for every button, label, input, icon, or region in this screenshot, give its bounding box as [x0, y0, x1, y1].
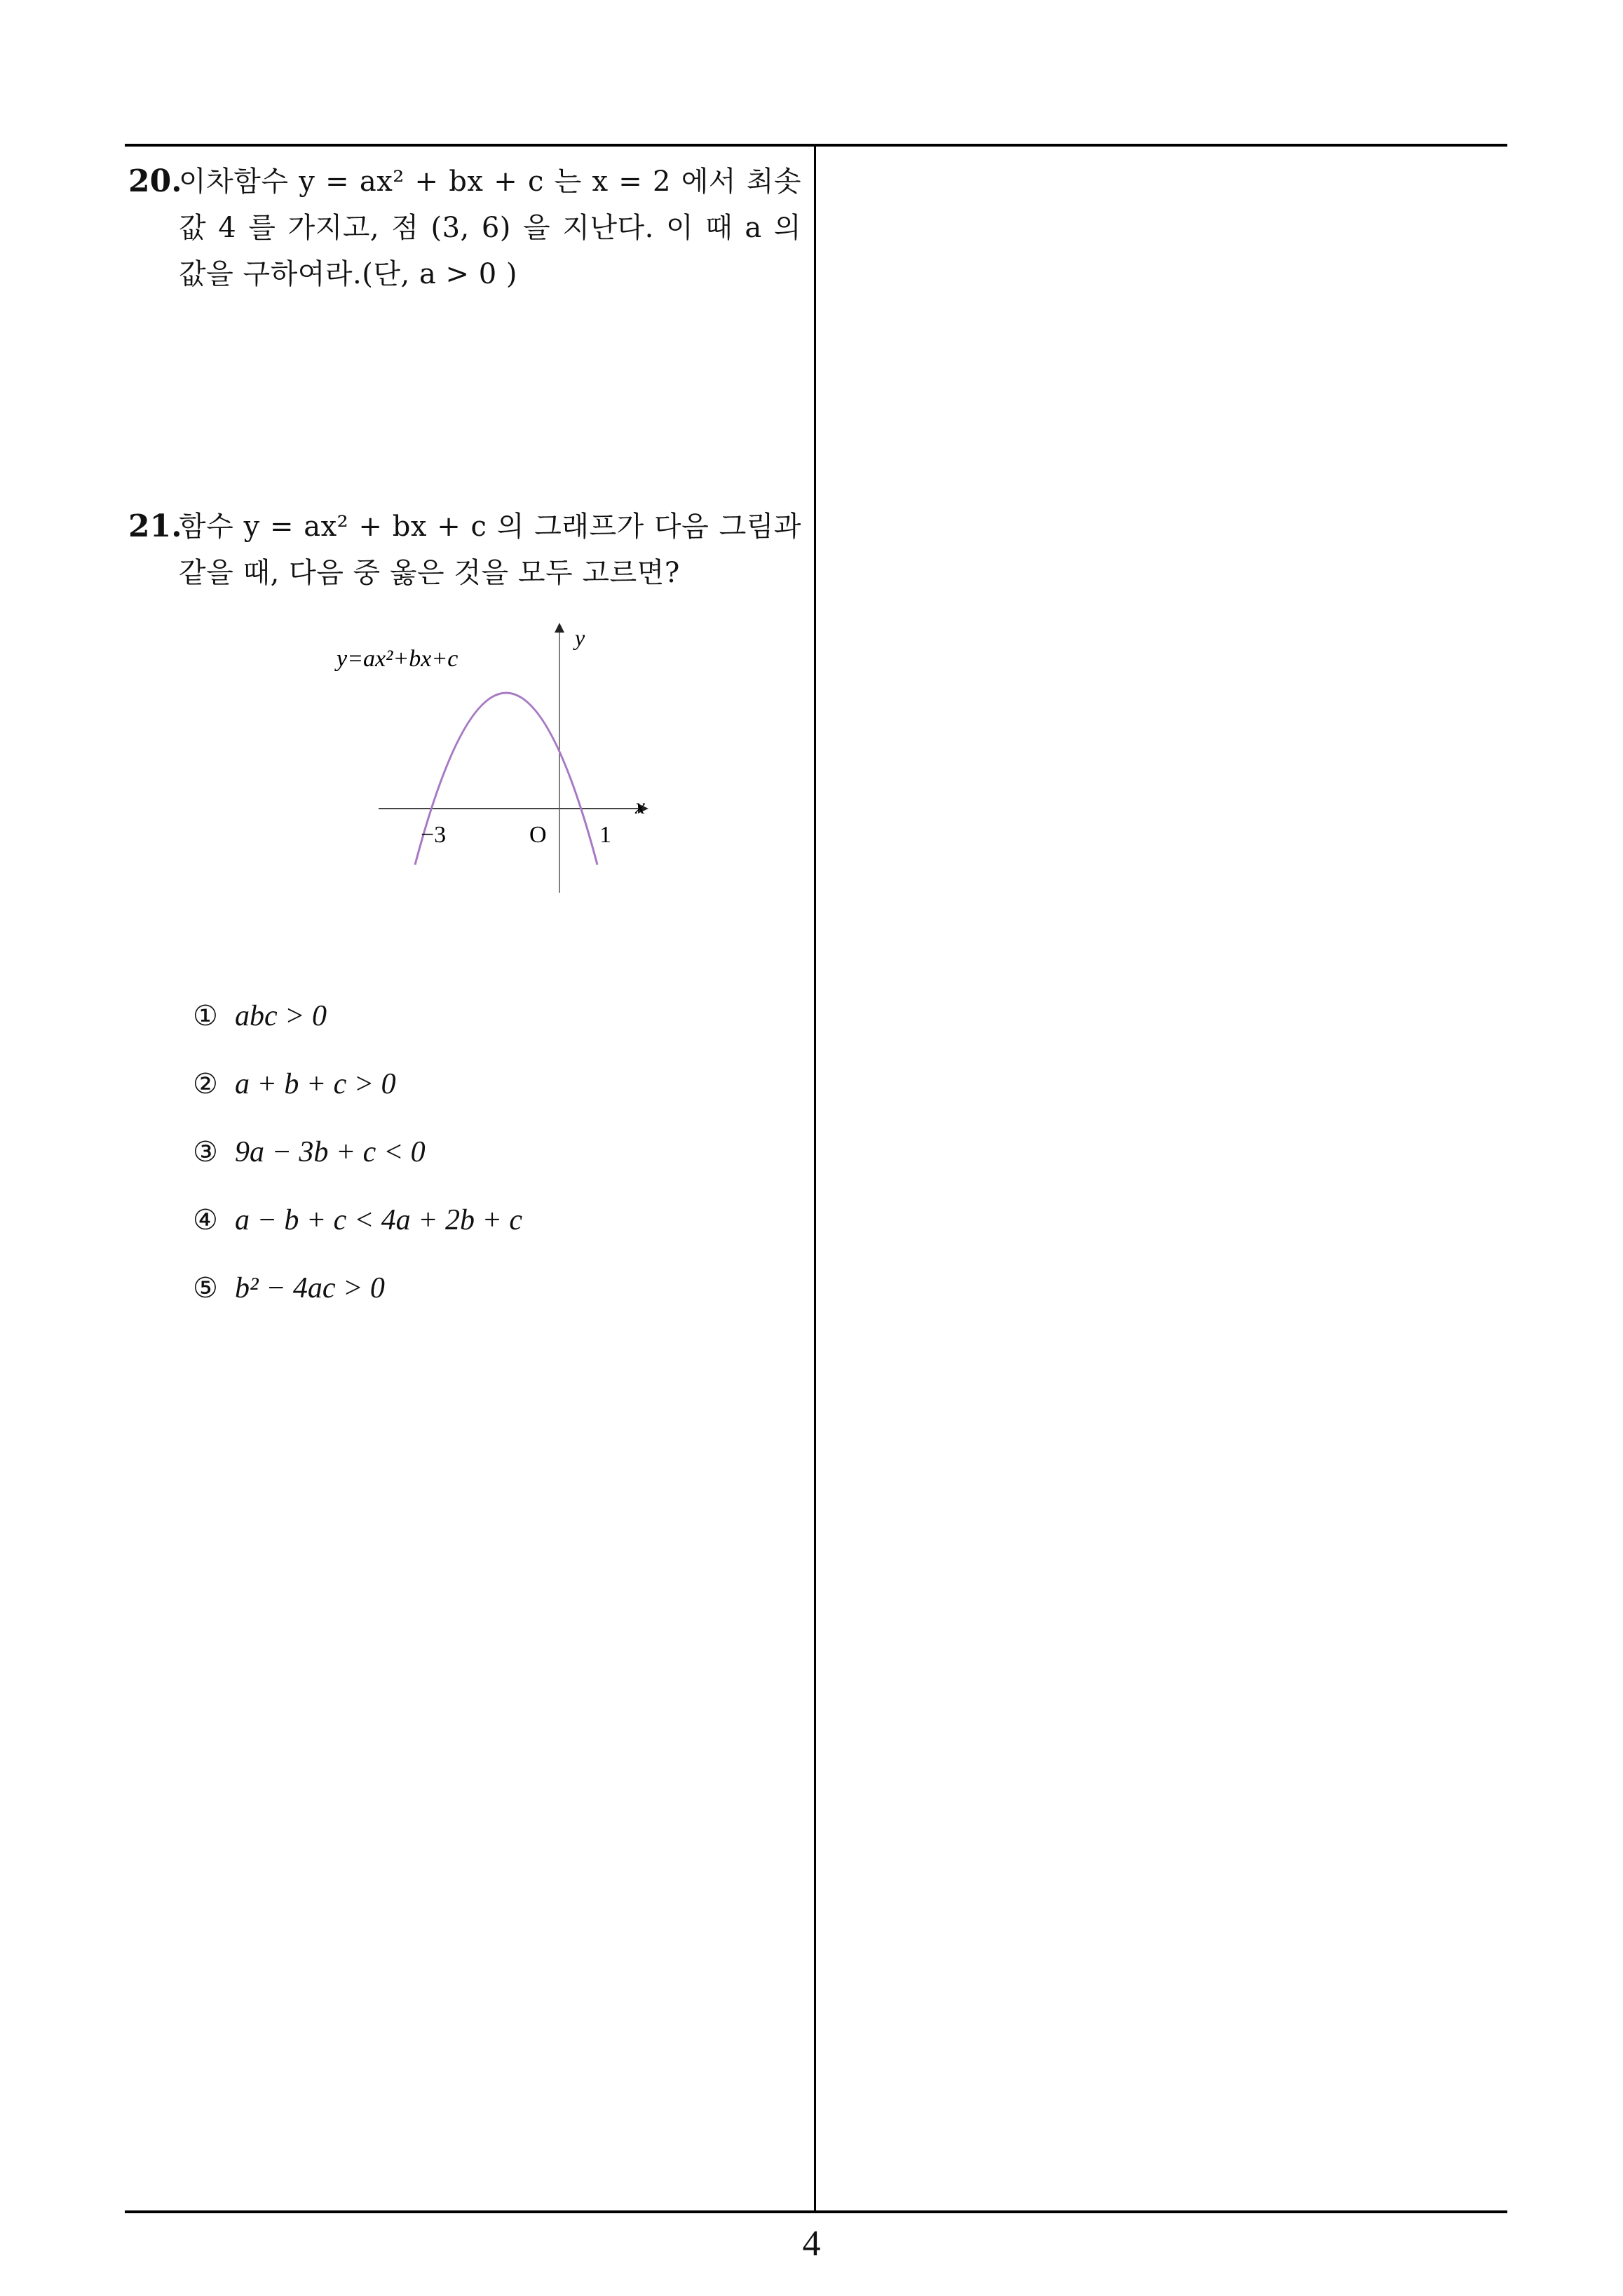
question-20 [128, 158, 801, 297]
question-21 [128, 504, 801, 596]
choice-mark: ② [193, 1067, 218, 1100]
page-number: 4 [802, 2224, 821, 2264]
choice-mark: ④ [193, 1203, 218, 1236]
curve-label: y=ax²+bx+c [337, 646, 459, 672]
root-left-label: −3 [421, 822, 447, 848]
y-axis-label: y [575, 625, 585, 650]
choice-5[interactable] [193, 1254, 522, 1322]
bottom-rule [125, 2210, 1507, 2213]
answer-choices [193, 982, 522, 1322]
choice-1[interactable] [193, 982, 522, 1050]
root-right-label: 1 [599, 822, 611, 848]
choice-expression: abc > 0 [235, 999, 327, 1032]
top-rule [125, 144, 1507, 147]
question-text: 함수 y = ax² + bx + c 의 그래프가 다음 그림과 같을 때, 다음 중 옳은 것을 모두 고르면? [179, 511, 801, 589]
choice-expression: 9a − 3b + c < 0 [235, 1135, 426, 1168]
parabola-graph [330, 616, 659, 909]
question-number: 21. [128, 508, 182, 544]
choice-2[interactable] [193, 1050, 522, 1118]
choice-3[interactable] [193, 1118, 522, 1186]
x-axis-label: x [635, 793, 646, 818]
origin-label: O [529, 822, 547, 848]
choice-expression: b² − 4ac > 0 [235, 1271, 385, 1304]
y-axis-arrow [555, 623, 564, 633]
question-number: 20. [128, 163, 182, 199]
choice-mark: ③ [193, 1135, 218, 1168]
choice-mark: ⑤ [193, 1271, 218, 1304]
choice-mark: ① [193, 999, 218, 1032]
question-text: 이차함수 y = ax² + bx + c 는 x = 2 에서 최솟값 4 를 가지고, 점 (3, 6) 을 지난다. 이 때 a 의 값을 구하여라.(단, a > 0 ) [179, 166, 801, 290]
column-divider [814, 145, 816, 2212]
choice-expression: a − b + c < 4a + 2b + c [235, 1203, 522, 1236]
choice-expression: a + b + c > 0 [235, 1067, 396, 1100]
choice-4[interactable] [193, 1186, 522, 1254]
